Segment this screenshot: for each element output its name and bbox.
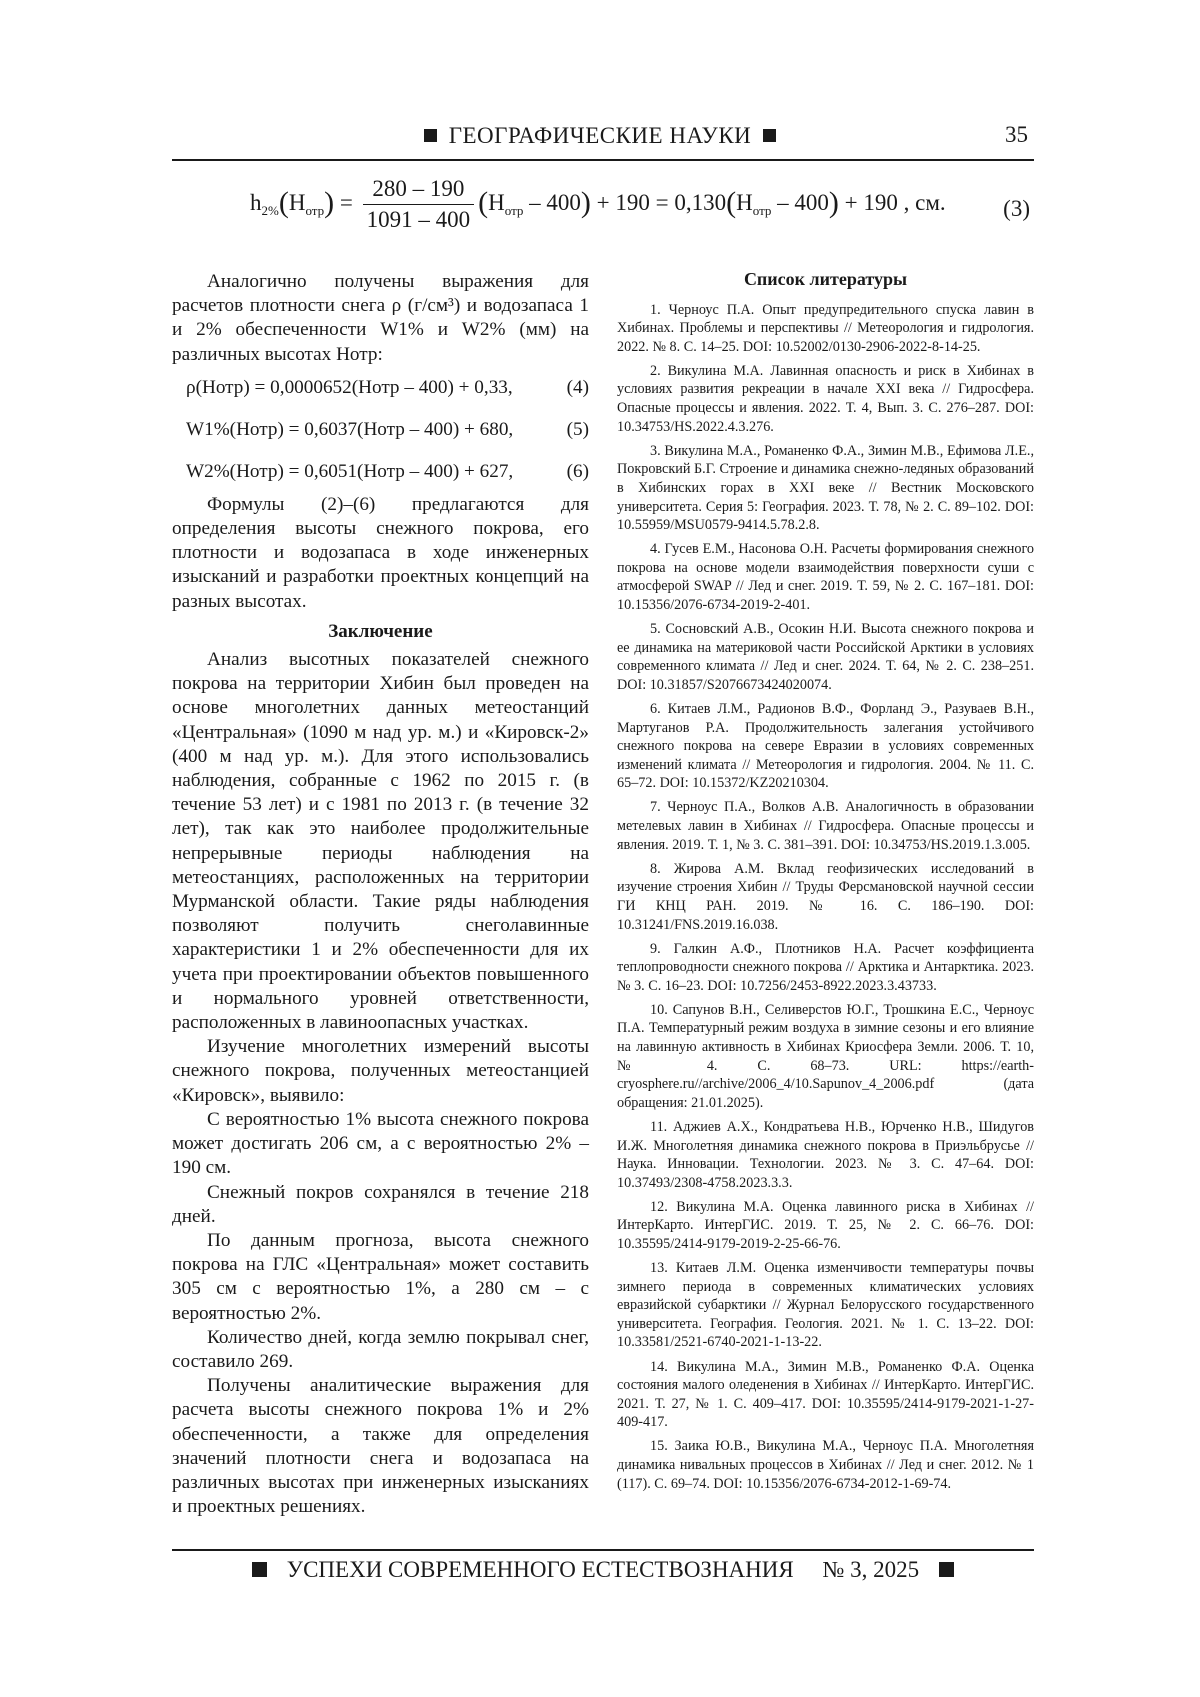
reference-item: 7. Черноус П.А., Волков А.В. Аналогичность в образовании метелевых лавин в Хибинах // Гидросфера. Опасные процессы и явления. 2019. Т. 1, № 3. С. 381–391. DOI: 10.34753/HS.2019.1.3.005. <box>617 798 1034 854</box>
formula-6 <box>172 451 589 493</box>
issue-number: № 3, 2025 <box>822 1557 919 1582</box>
page-number: 35 <box>1005 122 1028 148</box>
eq-symbol: H <box>488 190 505 215</box>
eq-symbol: H <box>736 190 753 215</box>
reference-item: 2. Викулина М.А. Лавинная опасность и риск в Хибинах в условиях развития рекреации в начале XXI века // Гидросфера. Опасные процессы и явления. 2022. Т. 4, Вып. 3. С. 276–287. DOI: 10.34753/HS.2022.4.3.276. <box>617 362 1034 436</box>
formula-number: (4) <box>567 376 589 400</box>
eq-subscript: отр <box>505 203 524 218</box>
formula-4 <box>172 367 589 409</box>
reference-item: 10. Сапунов В.Н., Селиверстов Ю.Г., Трошкина Е.С., Черноус П.А. Температурный режим воздуха в зимние сезоны и его влияние на лавинную активность в Хибинах Криосфера Земли. 2006. Т. 10, № 4. С. 68–73. URL: https://earth-cryosphere.ru//archive/2006_4/10.Sapunov_4_2006.pdf (дата обращения: 21.01.2025). <box>617 1001 1034 1113</box>
body-paragraph: Снежный покров сохранялся в течение 218 дней. <box>172 1181 589 1229</box>
eq-denominator: 1091 – 400 <box>363 205 475 233</box>
reference-item: 3. Викулина М.А., Романенко Ф.А., Зимин М.В., Ефимова Л.Е., Покровский Б.Г. Строение и динамика снежно-ледяных образований в Хибинских горах в XXI веке // Вестник Московского университета. Серия 5: География. 2023. Т. 78, № 2. С. 89–102. DOI: 10.55959/MSU0579-9414.5.78.2.8. <box>617 442 1034 535</box>
formula-number: (6) <box>567 460 589 484</box>
left-column <box>172 270 589 1519</box>
conclusion-heading: Заключение <box>172 620 589 644</box>
body-paragraph: С вероятностью 1% высота снежного покрова может достигать 206 см, а с вероятностью 2% – 190 см. <box>172 1108 589 1181</box>
reference-item: 4. Гусев Е.М., Насонова О.Н. Расчеты формирования снежного покрова на основе модели взаимодействия поверхности суши с атмосферой SWAP // Лед и снег. 2019. Т. 59, № 2. С. 167–181. DOI: 10.15356/2076-6734-2019-2-401. <box>617 540 1034 614</box>
body-paragraph: Количество дней, когда землю покрывал снег, составило 269. <box>172 1326 589 1374</box>
body-paragraph: Формулы (2)–(6) предлагаются для определения высоты снежного покрова, его плотности и водозапаса в ходе инженерных изысканий и разработки проектных концепций на разных высотах. <box>172 493 589 614</box>
reference-item: 1. Черноус П.А. Опыт предупредительного спуска лавин в Хибинах. Проблемы и перспективы // Метеорология и гидрология. 2022. № 8. С. 14–25. DOI: 10.52002/0130-2906-2022-8-14-25. <box>617 301 1034 357</box>
eq-numerator: 280 – 190 <box>363 176 475 205</box>
intro-paragraph: Аналогично получены выражения для расчетов плотности снега ρ (г/см³) и водозапаса 1 и 2% обеспеченности W1% и W2% (мм) на различных высотах Hотр: <box>172 270 589 367</box>
reference-item: 9. Галкин А.Ф., Плотников Н.А. Расчет коэффициента теплопроводности снежного покрова // Арктика и Антарктика. 2023. № 3. С. 16–23. DOI: 10.7256/2453-8922.2023.3.43733. <box>617 940 1034 996</box>
eq-part: – 400 <box>777 190 829 215</box>
reference-item: 11. Аджиев А.Х., Кондратьева Н.В., Юрченко Н.В., Шидугов И.Ж. Многолетняя динамика снежного покрова в Приэльбрусье // Наука. Инновации. Технологии. 2023. № 3. С. 47–64. DOI: 10.37493/2308-4758.2023.3.3. <box>617 1118 1034 1192</box>
body-paragraph: Анализ высотных показателей снежного покрова на территории Хибин был проведен на основе многолетних данных метеостанций «Центральная» (1090 м над ур. м.) и «Кировск-2» (400 м над ур. м.). Для этого использовались наблюдения, собранные с 1962 по 2015 г. (в течение 53 лет) и с 1981 по 2013 г. (в течение 32 лет), так как это наиболее продолжительные непрерывные периоды наблюдения на метеостанциях, расположенных на территории Мурманской области. Такие ряды наблюдения позволяют получить снеголавинные характеристики 1 и 2% обеспеченности для их учета при проектировании объектов повышенного и нормального уровней ответственности, расположенных в лавиноопасных участках. <box>172 648 589 1035</box>
eq-part: + 190 = 0,130 <box>597 190 726 215</box>
reference-item: 14. Викулина М.А., Зимин М.В., Романенко Ф.А. Оценка состояния малого оледенения в Хибинах // ИнтерКарто. ИнтерГИС. 2021. Т. 27, № 1. С. 409–417. DOI: 10.35595/2414-9179-2021-1-27-409-417. <box>617 1358 1034 1432</box>
footer-rule <box>172 1549 1034 1551</box>
eq-fraction <box>363 176 475 233</box>
eq-symbol: h <box>250 190 262 215</box>
body-paragraph: Получены аналитические выражения для расчета высоты снежного покрова 1% и 2% обеспеченности, а также для определения значений плотности снега и водозапаса на различных высотах при инженерных изысканиях и проектных решениях. <box>172 1374 589 1519</box>
eq-symbol: H <box>289 190 306 215</box>
references-column <box>617 270 1034 1499</box>
equation-number: (3) <box>1003 196 1030 222</box>
header-rule <box>172 159 1034 161</box>
reference-item: 8. Жирова А.М. Вклад геофизических исследований в изучение строения Хибин // Труды Ферсмановской научной сессии ГИ КНЦ РАН. 2019. № 16. С. 186–190. DOI: 10.31241/FNS.2019.16.038. <box>617 860 1034 934</box>
formula-text: W2%(Hотр) = 0,6051(Hотр – 400) + 627, <box>186 460 513 484</box>
reference-item: 6. Китаев Л.М., Радионов В.Ф., Форланд Э., Разуваев В.Н., Мартуганов Р.А. Продолжительность залегания устойчивого снежного покрова на севере Евразии в условиях современных изменений климата // Метеорология и гидрология. 2004. № 11. С. 65–72. DOI: 10.15372/KZ20210304. <box>617 700 1034 793</box>
formula-number: (5) <box>567 418 589 442</box>
body-paragraph: По данным прогноза, высота снежного покрова на ГЛС «Центральная» может составить 305 см с вероятностью 1%, а 280 см – с вероятностью 2%. <box>172 1229 589 1326</box>
reference-item: 5. Сосновский А.В., Осокин Н.И. Высота снежного покрова и ее динамика на материковой части Российской Арктики в условиях современного климата // Лед и снег. 2024. Т. 64, № 2. С. 238–251. DOI: 10.31857/S2076673424020074. <box>617 620 1034 694</box>
reference-item: 12. Викулина М.А. Оценка лавинного риска в Хибинах // ИнтерКарто. ИнтерГИС. 2019. Т. 25, № 2. С. 66–76. DOI: 10.35595/2414-9179-2019-2-25-66-76. <box>617 1198 1034 1254</box>
square-bullet-icon <box>424 129 437 142</box>
square-bullet-icon <box>763 129 776 142</box>
journal-name: УСПЕХИ СОВРЕМЕННОГО ЕСТЕСТВОЗНАНИЯ <box>287 1557 794 1582</box>
references-heading: Список литературы <box>617 270 1034 289</box>
formula-text: ρ(Hотр) = 0,0000652(Hотр – 400) + 0,33, <box>186 376 513 400</box>
section-name: ГЕОГРАФИЧЕСКИЕ НАУКИ <box>449 123 752 148</box>
running-header <box>172 117 1028 157</box>
eq-part: + 190 , см. <box>845 190 946 215</box>
body-paragraph: Изучение многолетних измерений высоты снежного покрова, полученных метеостанцией «Кировск», выявило: <box>172 1035 589 1108</box>
formula-5 <box>172 409 589 451</box>
square-bullet-icon <box>939 1562 954 1577</box>
eq-subscript: 2% <box>262 203 279 218</box>
eq-part: – 400 <box>529 190 581 215</box>
eq-subscript: отр <box>305 203 324 218</box>
equation-3: h2%(Hотр) = 280 – 190 1091 – 400 (Hотр – 400) + 190 = 0,130(Hотр – 400) + 190 , см. (3) <box>250 176 1030 246</box>
section-heading <box>172 123 1028 149</box>
square-bullet-icon <box>252 1562 267 1577</box>
eq-subscript: отр <box>753 203 772 218</box>
reference-item: 15. Заика Ю.В., Викулина М.А., Черноус П.А. Многолетняя динамика нивальных процессов в Хибинах // Лед и снег. 2012. № 1 (117). С. 69–74. DOI: 10.15356/2076-6734-2012-1-69-74. <box>617 1437 1034 1493</box>
running-footer <box>172 1557 1034 1583</box>
formula-text: W1%(Hотр) = 0,6037(Hотр – 400) + 680, <box>186 418 513 442</box>
reference-item: 13. Китаев Л.М. Оценка изменчивости температуры почвы зимнего периода в современных климатических условиях евразийской субарктики // Журнал Белорусского государственного университета. География. Геология. 2021. № 1. С. 13–22. DOI: 10.33581/2521-6740-2021-1-13-22. <box>617 1259 1034 1352</box>
